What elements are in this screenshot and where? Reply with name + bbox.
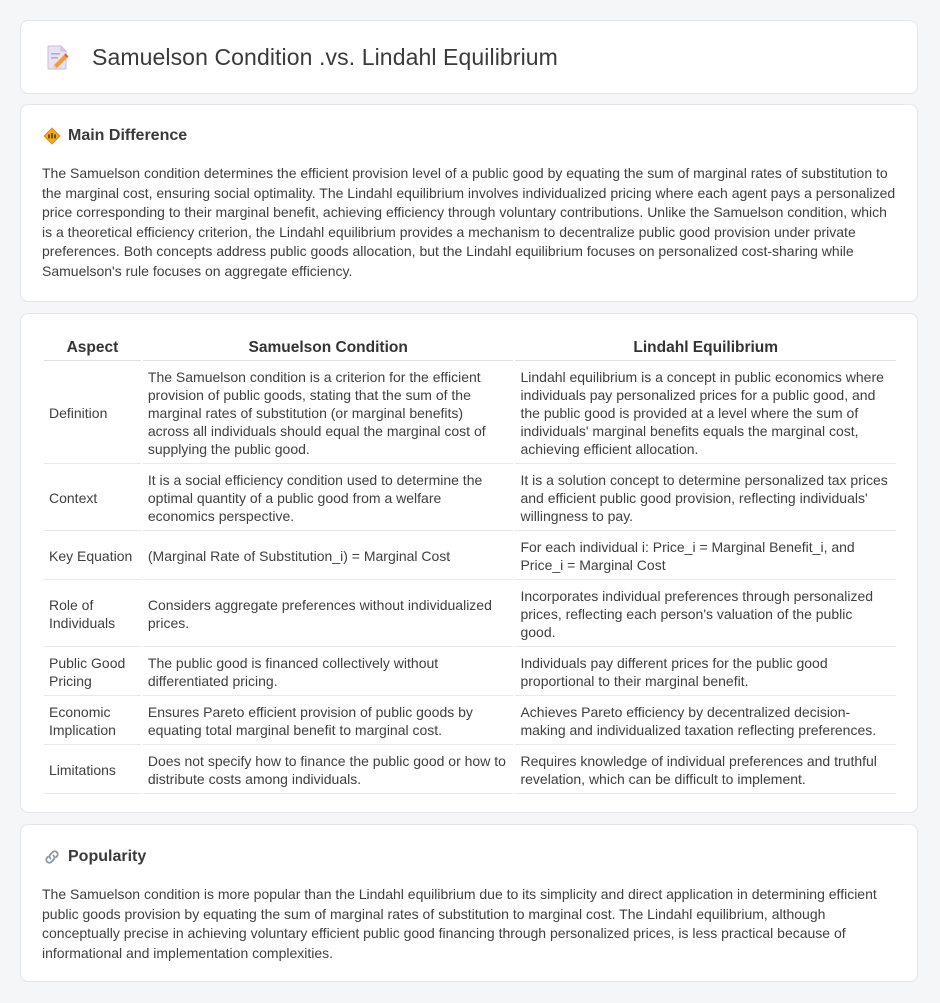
table-row bbox=[44, 745, 896, 794]
row-lindahl: Incorporates individual preferences through personalized prices, reflecting each person's valuation of the public good. bbox=[515, 580, 896, 647]
header-lindahl: Lindahl Equilibrium bbox=[515, 334, 896, 361]
table-row bbox=[44, 531, 896, 580]
main-difference-heading: Main Difference bbox=[68, 127, 188, 144]
main-difference-heading-row bbox=[43, 127, 187, 145]
comparison-table bbox=[42, 334, 898, 794]
header-samuelson: Samuelson Condition bbox=[143, 334, 514, 361]
row-lindahl: Requires knowledge of individual preferences and truthful revelation, which can be difficult to implement. bbox=[515, 745, 896, 794]
row-samuelson: Ensures Pareto efficient provision of public goods by equating total marginal benefit to marginal cost. bbox=[143, 696, 514, 745]
table-row bbox=[44, 464, 896, 531]
row-aspect: Key Equation bbox=[44, 531, 141, 580]
row-aspect: Role of Individuals bbox=[44, 580, 141, 647]
header-aspect: Aspect bbox=[44, 334, 141, 361]
row-aspect: Limitations bbox=[44, 745, 141, 794]
row-samuelson: It is a social efficiency condition used to determine the optimal quantity of a public good from a welfare economics perspective. bbox=[143, 464, 514, 531]
page-title: Samuelson Condition .vs. Lindahl Equilibrium bbox=[92, 43, 558, 70]
table-header-row bbox=[44, 334, 896, 361]
comparison-table-card bbox=[20, 313, 918, 813]
table-row bbox=[44, 696, 896, 745]
popularity-heading: Popularity bbox=[68, 848, 147, 865]
pencil-document-icon bbox=[45, 43, 71, 71]
main-difference-text: The Samuelson condition determines the efficient provision level of a public good by equating the sum of marginal rates of substitution to the marginal cost, ensuring social optimality. The Lindahl equilibrium involves individualized pricing where each agent pays a personalized price corresponding to their marginal benefit, achieving efficiency through voluntary contributions. Unlike the Samuelson condition, which is a theoretical efficiency criterion, the Lindahl equilibrium provides a mechanism to decentralize public good provision under private preferences. Both concepts address public goods allocation, but the Lindahl equilibrium focuses on personalized cost-sharing while Samuelson's rule focuses on aggregate efficiency. bbox=[42, 165, 896, 279]
table-row bbox=[44, 580, 896, 647]
main-difference-card bbox=[20, 104, 918, 302]
row-samuelson: The public good is financed collectively without differentiated pricing. bbox=[143, 647, 514, 696]
row-aspect: Definition bbox=[44, 361, 141, 464]
title-row bbox=[45, 43, 558, 71]
row-lindahl: For each individual i: Price_i = Marginal Benefit_i, and Price_i = Marginal Cost bbox=[515, 531, 896, 580]
table-row bbox=[44, 647, 896, 696]
row-lindahl: Individuals pay different prices for the public good proportional to their marginal benefit. bbox=[515, 647, 896, 696]
row-samuelson: The Samuelson condition is a criterion for the efficient provision of public goods, stating that the sum of the marginal rates of substitution (or marginal benefits) across all individuals should equal the marginal cost of supplying the public good. bbox=[143, 361, 514, 464]
row-samuelson: Considers aggregate preferences without individualized prices. bbox=[143, 580, 514, 647]
row-lindahl: Achieves Pareto efficiency by decentralized decision-making and individualized taxation reflecting preferences. bbox=[515, 696, 896, 745]
row-aspect: Economic Implication bbox=[44, 696, 141, 745]
row-lindahl: It is a solution concept to determine personalized tax prices and efficient public good provision, reflecting individuals' willingness to pay. bbox=[515, 464, 896, 531]
row-samuelson: Does not specify how to finance the public good or how to distribute costs among individuals. bbox=[143, 745, 514, 794]
table-row bbox=[44, 361, 896, 464]
popularity-heading-row bbox=[43, 848, 146, 866]
row-aspect: Context bbox=[44, 464, 141, 531]
row-aspect: Public Good Pricing bbox=[44, 647, 141, 696]
row-samuelson: (Marginal Rate of Substitution_i) = Marginal Cost bbox=[143, 531, 514, 580]
popularity-text: The Samuelson condition is more popular than the Lindahl equilibrium due to its simplicity and direct application in determining efficient public goods provision by equating the sum of marginal rates of substitution to marginal cost. The Lindahl equilibrium, although conceptually precise in achieving voluntary efficient public good financing through personalized prices, is less practical because of informational and implementation complexities. bbox=[42, 886, 877, 961]
diamond-signal-icon bbox=[43, 127, 61, 145]
popularity-card bbox=[20, 824, 918, 982]
title-card bbox=[20, 20, 918, 94]
link-icon bbox=[43, 848, 61, 866]
row-lindahl: Lindahl equilibrium is a concept in public economics where individuals pay personalized prices for a public good, and the public good is provided at a level where the sum of individuals' marginal benefits equals the marginal cost, achieving efficient allocation. bbox=[515, 361, 896, 464]
